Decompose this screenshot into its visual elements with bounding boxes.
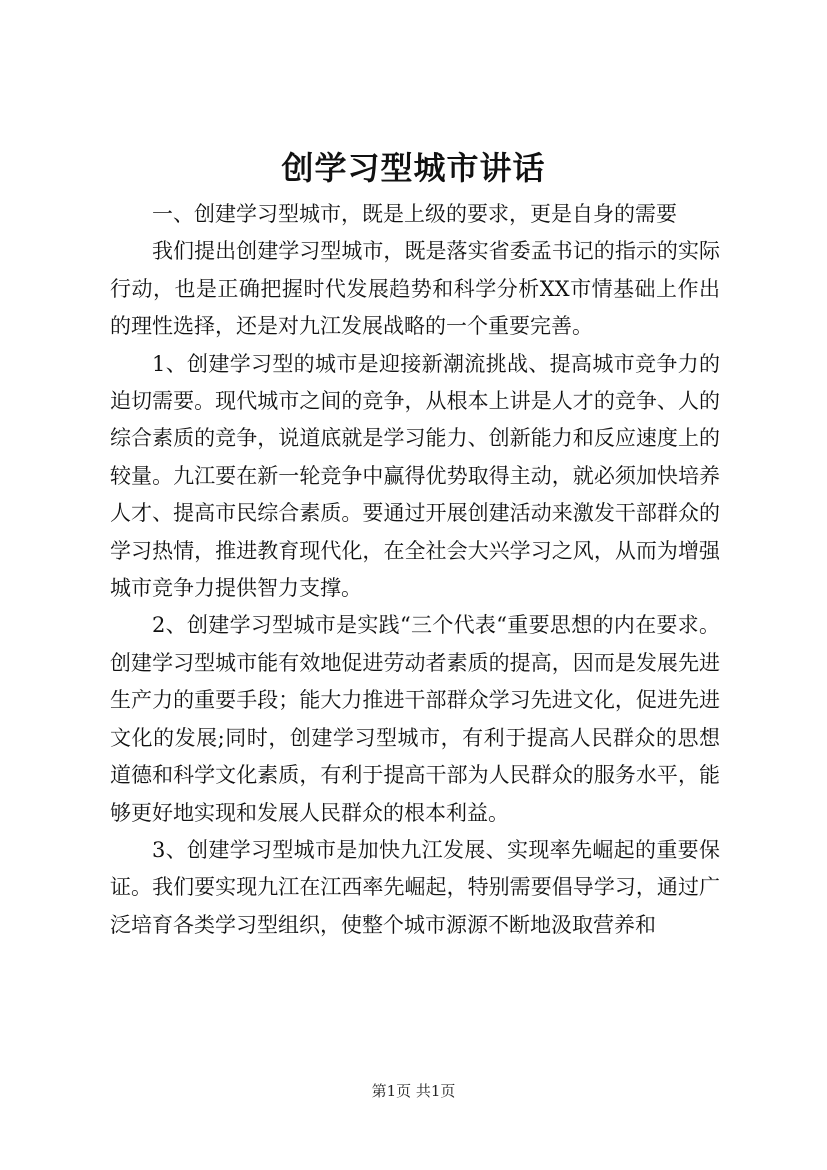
point-3-paragraph: 3、创建学习型城市是加快九江发展、实现率先崛起的重要保证。我们要实现九江在江西率先崛起，特别需要倡导学习，通过广泛培育各类学习型组织，使整个城市源源不断地汲取营养和	[110, 837, 720, 937]
intro-paragraph: 我们提出创建学习型城市，既是落实省委孟书记的指示的实际行动，也是正确把握时代发展趋势和科学分析XX市情基础上作出的理性选择，还是对九江发展战略的一个重要完善。	[110, 239, 720, 339]
point-2-paragraph: 2、创建学习型城市是实践“三个代表“重要思想的内在要求。创建学习型城市能有效地促进劳动者素质的提高，因而是发展先进生产力的重要手段；能大力推进干部群众学习先进文化，促进先进文化的发展;同时，创建学习型城市，有利于提高人民群众的思想道德和科学文化素质，有利于提高干部为人民群众的服务水平，能够更好地实现和发展人民群众的根本利益。	[110, 613, 720, 825]
section-heading: 一、创建学习型城市，既是上级的要求，更是自身的需要	[152, 202, 677, 226]
document-body	[110, 196, 720, 944]
point-1-paragraph: 1、创建学习型的城市是迎接新潮流挑战、提高城市竞争力的迫切需要。现代城市之间的竞争，从根本上讲是人才的竞争、人的综合素质的竞争，说道底就是学习能力、创新能力和反应速度上的较量。九江要在新一轮竞争中赢得优势取得主动，就必须加快培养人才、提高市民综合素质。要通过开展创建活动来激发干部群众的学习热情，推进教育现代化，在全社会大兴学习之风，从而为增强城市竞争力提供智力支撑。	[110, 351, 720, 601]
page-footer: 第1页 共1页	[371, 1082, 456, 1100]
document-title: 创学习型城市讲话	[281, 149, 546, 187]
